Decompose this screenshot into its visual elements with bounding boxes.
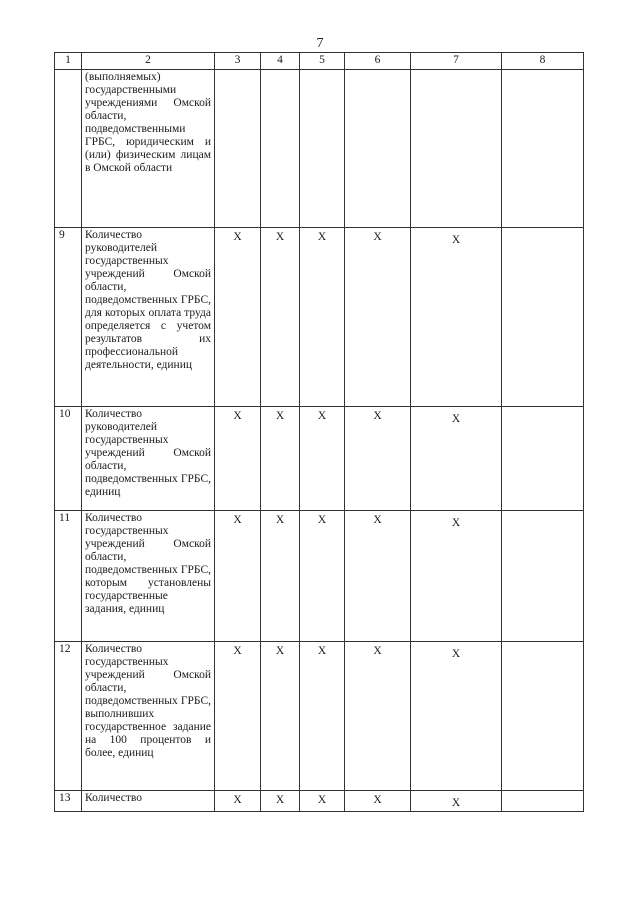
row-cell: X <box>300 791 345 812</box>
row-cell: X <box>345 228 411 407</box>
header-cell: 4 <box>261 53 300 70</box>
row-cell: X <box>261 642 300 791</box>
row-description: Количество <box>82 791 215 812</box>
row-cell: X <box>215 407 261 511</box>
header-cell: 7 <box>411 53 502 70</box>
row-description: Количество руководителей государственных учреждений Омской области, подведомственных ГРБС, единиц <box>82 407 215 511</box>
row-cell: X <box>261 407 300 511</box>
header-cell: 6 <box>345 53 411 70</box>
row-number: 13 <box>55 791 82 812</box>
row-cell: X <box>300 407 345 511</box>
row-cell: X <box>300 642 345 791</box>
page-number: 7 <box>316 36 324 51</box>
row-description: Количество руководителей государственных учреждений Омской области, подведомственных ГРБС, для которых оплата труда определяется с учетом результатов их профессиональной деятельности, единиц <box>82 228 215 407</box>
row-cell: X <box>261 511 300 642</box>
row-cell <box>300 70 345 228</box>
header-cell: 5 <box>300 53 345 70</box>
row-cell: X <box>411 642 502 791</box>
indicator-table <box>54 52 584 812</box>
header-cell: 1 <box>55 53 82 70</box>
table-row <box>55 407 584 511</box>
header-cell: 8 <box>502 53 584 70</box>
table-row <box>55 791 584 812</box>
row-number: 11 <box>55 511 82 642</box>
row-cell: X <box>215 791 261 812</box>
header-cell: 2 <box>82 53 215 70</box>
row-cell: X <box>261 791 300 812</box>
row-cell: X <box>215 511 261 642</box>
table-row <box>55 228 584 407</box>
row-description: (выполняемых) государственными учреждениями Омской области, подведомственными ГРБС, юридическим и (или) физическим лицам в Омской области <box>82 70 215 228</box>
row-cell: X <box>411 228 502 407</box>
row-number: 9 <box>55 228 82 407</box>
row-cell <box>502 511 584 642</box>
row-number: 10 <box>55 407 82 511</box>
row-cell: X <box>300 228 345 407</box>
row-cell: X <box>261 228 300 407</box>
row-cell <box>411 70 502 228</box>
row-cell <box>502 228 584 407</box>
row-description: Количество государственных учреждений Омской области, подведомственных ГРБС, выполнивших государственное задание на 100 процентов и более, единиц <box>82 642 215 791</box>
row-number <box>55 70 82 228</box>
row-cell: X <box>411 791 502 812</box>
table-row <box>55 511 584 642</box>
table-row <box>55 642 584 791</box>
header-row <box>55 53 584 70</box>
row-cell: X <box>411 511 502 642</box>
row-cell <box>345 70 411 228</box>
row-cell: X <box>215 228 261 407</box>
row-cell <box>502 70 584 228</box>
row-cell: X <box>345 407 411 511</box>
row-cell: X <box>345 642 411 791</box>
row-cell: X <box>345 791 411 812</box>
row-cell <box>502 642 584 791</box>
row-cell: X <box>345 511 411 642</box>
row-cell: X <box>215 642 261 791</box>
header-cell: 3 <box>215 53 261 70</box>
row-cell: X <box>411 407 502 511</box>
row-cell <box>215 70 261 228</box>
row-number: 12 <box>55 642 82 791</box>
row-cell: X <box>300 511 345 642</box>
row-cell <box>261 70 300 228</box>
row-cell <box>502 791 584 812</box>
row-description: Количество государственных учреждений Омской области, подведомственных ГРБС, которым установлены государственные задания, единиц <box>82 511 215 642</box>
row-cell <box>502 407 584 511</box>
table-row <box>55 70 584 228</box>
